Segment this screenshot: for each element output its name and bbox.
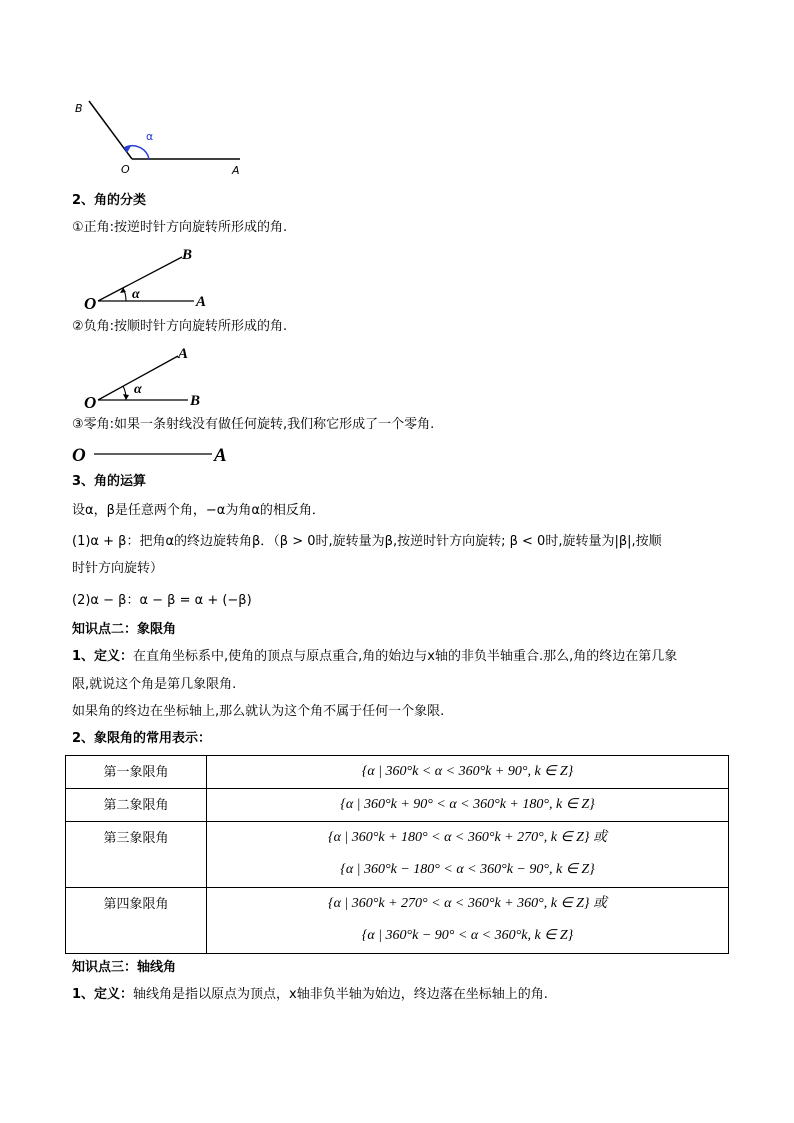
quadrant-name: 第四象限角	[66, 888, 207, 954]
label-b: B	[190, 393, 201, 409]
positive-angle-text: ①正角:按逆时针方向旋转所形成的角.	[72, 220, 288, 235]
label-b: B	[182, 247, 193, 263]
table-row	[66, 756, 729, 789]
quadrant-name: 第一象限角	[66, 756, 207, 789]
operation-line-1: 设α，β是任意两个角，−α为角α的相反角．	[72, 503, 325, 518]
label-o: O	[121, 163, 130, 176]
quadrant-expression: {α | 360°k + 90° < α < 360°k + 180°, k ∈ Z}	[340, 797, 595, 812]
section-heading-operation: 3、角的运算	[72, 474, 147, 489]
table-row	[66, 822, 729, 888]
quadrant-expression: {α | 360°k − 90° < α < 360°k, k ∈ Z}	[361, 928, 574, 943]
table-row	[66, 888, 729, 954]
axis-note: 如果角的终边在坐标轴上,那么就认为这个角不属于任何一个象限.	[72, 704, 445, 719]
label-a: A	[178, 346, 189, 362]
negative-angle-diagram	[84, 342, 214, 410]
negative-angle-text: ②负角:按顺时针方向旋转所形成的角.	[72, 319, 288, 334]
label-alpha: α	[134, 382, 142, 397]
definition-text: 在直角坐标系中,使角的顶点与原点重合,角的始边与x轴的非负半轴重合.那么,角的终边在第几象	[133, 649, 678, 664]
label-o: O	[84, 294, 97, 313]
quadrant-name: 第三象限角	[66, 822, 207, 888]
label-a: A	[214, 445, 227, 466]
label-b: B	[75, 102, 83, 115]
label-a: A	[232, 164, 240, 177]
quadrant-name: 第二象限角	[66, 789, 207, 822]
definition-label: 1、定义：	[72, 987, 134, 1002]
knowledge-point-3-heading: 知识点三：轴线角	[72, 960, 177, 975]
table-row	[66, 789, 729, 822]
definition-text-cont: 限,就说这个角是第几象限角.	[72, 677, 237, 692]
label-alpha: α	[146, 130, 154, 143]
label-o: O	[84, 393, 97, 412]
label-o: O	[72, 445, 86, 466]
section-heading-classification: 2、角的分类	[72, 193, 147, 208]
label-a: A	[196, 294, 207, 310]
definition-text: 轴线角是指以原点为顶点，x轴非负半轴为始边，终边落在坐标轴上的角.	[133, 987, 548, 1002]
zero-angle-diagram	[72, 440, 242, 468]
definition-label: 1、定义：	[72, 649, 134, 664]
label-alpha: α	[132, 287, 140, 302]
quadrant-angle-table	[65, 755, 729, 954]
operation-line-4: (2)α − β：α − β = α + (−β)	[72, 593, 252, 608]
quadrant-expression: {α | 360°k < α < 360°k + 90°, k ∈ Z}	[361, 764, 574, 779]
quadrant-expression: {α | 360°k + 270° < α < 360°k + 360°, k ∈ Z} 或	[327, 896, 608, 911]
operation-line-3: 时针方向旋转）	[72, 561, 164, 576]
operation-line-2: (1)α + β：把角α的终边旋转角β．（β > 0时,旋转量为β,按逆时针方向旋转; β < 0时,旋转量为|β|,按顺	[72, 534, 662, 549]
quadrant-expression: {α | 360°k − 180° < α < 360°k − 90°, k ∈ Z}	[340, 862, 595, 877]
zero-angle-text: ③零角:如果一条射线没有做任何旋转,我们称它形成了一个零角.	[72, 417, 435, 432]
positive-angle-diagram	[84, 243, 224, 311]
angle-diagram-boa	[70, 95, 250, 180]
knowledge-point-2-heading: 知识点二：象限角	[72, 622, 177, 637]
table-heading: 2、象限角的常用表示：	[72, 731, 212, 746]
quadrant-expression: {α | 360°k + 180° < α < 360°k + 270°, k ∈ Z} 或	[327, 830, 608, 845]
